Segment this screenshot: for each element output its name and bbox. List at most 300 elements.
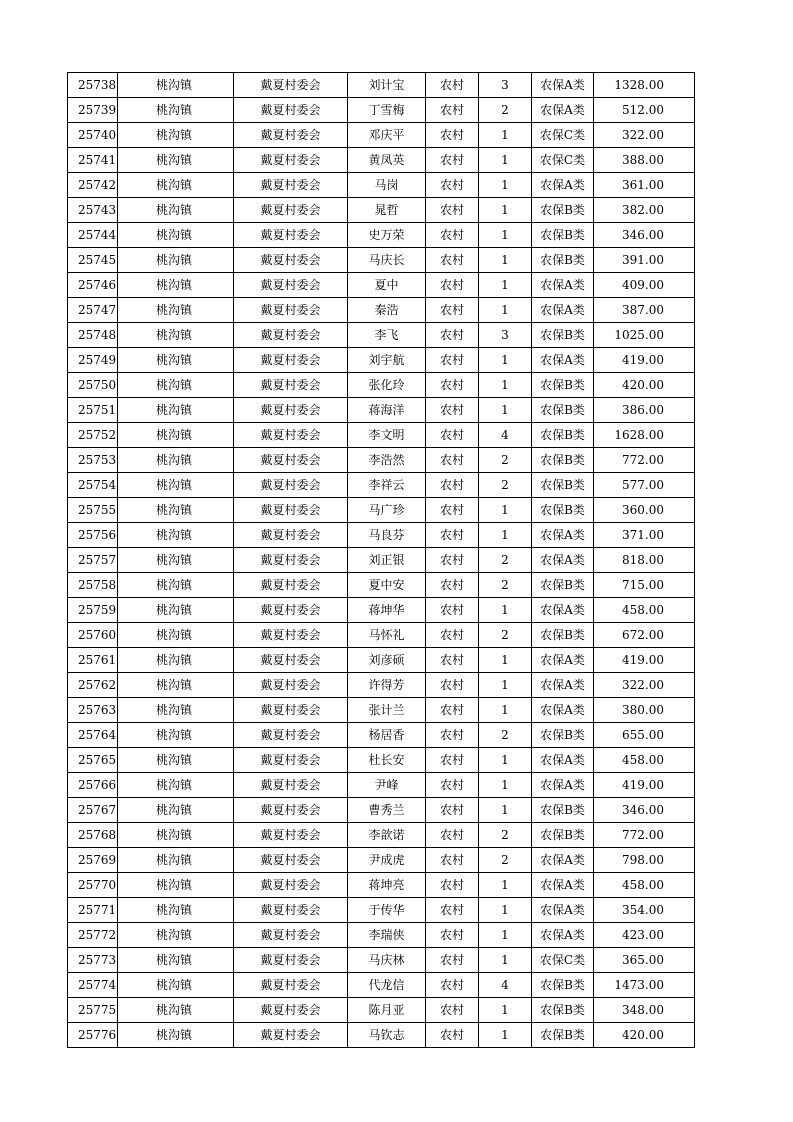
record-id-cell: 25762 <box>68 673 118 698</box>
township-cell: 桃沟镇 <box>118 273 234 298</box>
insurance-category-cell: 农保B类 <box>532 973 594 998</box>
township-cell: 桃沟镇 <box>118 523 234 548</box>
area-type-cell: 农村 <box>426 848 479 873</box>
insurance-category-cell: 农保B类 <box>532 423 594 448</box>
record-id-cell: 25750 <box>68 373 118 398</box>
insurance-category-cell: 农保A类 <box>532 673 594 698</box>
village-committee-cell: 戴夏村委会 <box>234 248 348 273</box>
area-type-cell: 农村 <box>426 123 479 148</box>
record-id-cell: 25741 <box>68 148 118 173</box>
name-cell: 李瑞侠 <box>348 923 426 948</box>
table-row <box>68 298 695 323</box>
village-committee-cell: 戴夏村委会 <box>234 948 348 973</box>
village-committee-cell: 戴夏村委会 <box>234 723 348 748</box>
amount-cell: 365.00 <box>594 948 695 973</box>
township-cell: 桃沟镇 <box>118 798 234 823</box>
roster-table <box>67 72 695 1048</box>
village-committee-cell: 戴夏村委会 <box>234 798 348 823</box>
township-cell: 桃沟镇 <box>118 823 234 848</box>
area-type-cell: 农村 <box>426 648 479 673</box>
insurance-category-cell: 农保B类 <box>532 398 594 423</box>
area-type-cell: 农村 <box>426 798 479 823</box>
name-cell: 蒋坤华 <box>348 598 426 623</box>
name-cell: 马庆长 <box>348 248 426 273</box>
township-cell: 桃沟镇 <box>118 948 234 973</box>
township-cell: 桃沟镇 <box>118 773 234 798</box>
village-committee-cell: 戴夏村委会 <box>234 998 348 1023</box>
table-row <box>68 73 695 98</box>
amount-cell: 419.00 <box>594 648 695 673</box>
name-cell: 夏中安 <box>348 573 426 598</box>
insurance-category-cell: 农保B类 <box>532 823 594 848</box>
household-count-cell: 1 <box>479 248 532 273</box>
household-count-cell: 1 <box>479 298 532 323</box>
insurance-category-cell: 农保B类 <box>532 498 594 523</box>
township-cell: 桃沟镇 <box>118 348 234 373</box>
village-committee-cell: 戴夏村委会 <box>234 773 348 798</box>
area-type-cell: 农村 <box>426 548 479 573</box>
amount-cell: 772.00 <box>594 823 695 848</box>
village-committee-cell: 戴夏村委会 <box>234 523 348 548</box>
village-committee-cell: 戴夏村委会 <box>234 298 348 323</box>
amount-cell: 655.00 <box>594 723 695 748</box>
area-type-cell: 农村 <box>426 523 479 548</box>
insurance-category-cell: 农保B类 <box>532 248 594 273</box>
table-row <box>68 273 695 298</box>
record-id-cell: 25749 <box>68 348 118 373</box>
household-count-cell: 1 <box>479 273 532 298</box>
table-row <box>68 698 695 723</box>
table-row <box>68 223 695 248</box>
amount-cell: 382.00 <box>594 198 695 223</box>
area-type-cell: 农村 <box>426 923 479 948</box>
table-row <box>68 473 695 498</box>
table-row <box>68 173 695 198</box>
record-id-cell: 25763 <box>68 698 118 723</box>
area-type-cell: 农村 <box>426 198 479 223</box>
name-cell: 蒋海洋 <box>348 398 426 423</box>
insurance-category-cell: 农保A类 <box>532 648 594 673</box>
insurance-category-cell: 农保A类 <box>532 748 594 773</box>
village-committee-cell: 戴夏村委会 <box>234 223 348 248</box>
record-id-cell: 25747 <box>68 298 118 323</box>
village-committee-cell: 戴夏村委会 <box>234 923 348 948</box>
village-committee-cell: 戴夏村委会 <box>234 598 348 623</box>
village-committee-cell: 戴夏村委会 <box>234 423 348 448</box>
amount-cell: 419.00 <box>594 773 695 798</box>
record-id-cell: 25770 <box>68 873 118 898</box>
table-row <box>68 923 695 948</box>
name-cell: 蒋坤亮 <box>348 873 426 898</box>
amount-cell: 423.00 <box>594 923 695 948</box>
insurance-category-cell: 农保C类 <box>532 148 594 173</box>
amount-cell: 354.00 <box>594 898 695 923</box>
record-id-cell: 25765 <box>68 748 118 773</box>
township-cell: 桃沟镇 <box>118 973 234 998</box>
township-cell: 桃沟镇 <box>118 548 234 573</box>
household-count-cell: 2 <box>479 473 532 498</box>
village-committee-cell: 戴夏村委会 <box>234 323 348 348</box>
area-type-cell: 农村 <box>426 823 479 848</box>
table-row <box>68 848 695 873</box>
table-row <box>68 198 695 223</box>
township-cell: 桃沟镇 <box>118 123 234 148</box>
household-count-cell: 1 <box>479 698 532 723</box>
township-cell: 桃沟镇 <box>118 73 234 98</box>
table-row <box>68 323 695 348</box>
amount-cell: 1628.00 <box>594 423 695 448</box>
insurance-category-cell: 农保A类 <box>532 873 594 898</box>
table-row <box>68 248 695 273</box>
household-count-cell: 1 <box>479 523 532 548</box>
table-row <box>68 798 695 823</box>
area-type-cell: 农村 <box>426 98 479 123</box>
township-cell: 桃沟镇 <box>118 1023 234 1048</box>
insurance-category-cell: 农保A类 <box>532 773 594 798</box>
name-cell: 史万荣 <box>348 223 426 248</box>
record-id-cell: 25758 <box>68 573 118 598</box>
name-cell: 马钦志 <box>348 1023 426 1048</box>
village-committee-cell: 戴夏村委会 <box>234 873 348 898</box>
township-cell: 桃沟镇 <box>118 448 234 473</box>
amount-cell: 458.00 <box>594 873 695 898</box>
household-count-cell: 1 <box>479 348 532 373</box>
area-type-cell: 农村 <box>426 1023 479 1048</box>
insurance-category-cell: 农保B类 <box>532 223 594 248</box>
record-id-cell: 25757 <box>68 548 118 573</box>
village-committee-cell: 戴夏村委会 <box>234 548 348 573</box>
name-cell: 尹成虎 <box>348 848 426 873</box>
village-committee-cell: 戴夏村委会 <box>234 148 348 173</box>
household-count-cell: 1 <box>479 173 532 198</box>
table-row <box>68 498 695 523</box>
village-committee-cell: 戴夏村委会 <box>234 123 348 148</box>
township-cell: 桃沟镇 <box>118 648 234 673</box>
insurance-category-cell: 农保A类 <box>532 898 594 923</box>
township-cell: 桃沟镇 <box>118 98 234 123</box>
record-id-cell: 25751 <box>68 398 118 423</box>
household-count-cell: 3 <box>479 323 532 348</box>
amount-cell: 388.00 <box>594 148 695 173</box>
name-cell: 黄凤英 <box>348 148 426 173</box>
area-type-cell: 农村 <box>426 673 479 698</box>
household-count-cell: 1 <box>479 373 532 398</box>
township-cell: 桃沟镇 <box>118 473 234 498</box>
insurance-category-cell: 农保B类 <box>532 198 594 223</box>
name-cell: 李祥云 <box>348 473 426 498</box>
amount-cell: 798.00 <box>594 848 695 873</box>
record-id-cell: 25769 <box>68 848 118 873</box>
name-cell: 张化玲 <box>348 373 426 398</box>
insurance-category-cell: 农保A类 <box>532 298 594 323</box>
record-id-cell: 25774 <box>68 973 118 998</box>
amount-cell: 420.00 <box>594 1023 695 1048</box>
household-count-cell: 4 <box>479 423 532 448</box>
township-cell: 桃沟镇 <box>118 423 234 448</box>
township-cell: 桃沟镇 <box>118 148 234 173</box>
area-type-cell: 农村 <box>426 323 479 348</box>
village-committee-cell: 戴夏村委会 <box>234 198 348 223</box>
record-id-cell: 25752 <box>68 423 118 448</box>
name-cell: 陈月亚 <box>348 998 426 1023</box>
area-type-cell: 农村 <box>426 398 479 423</box>
insurance-category-cell: 农保B类 <box>532 623 594 648</box>
amount-cell: 458.00 <box>594 598 695 623</box>
township-cell: 桃沟镇 <box>118 623 234 648</box>
household-count-cell: 2 <box>479 623 532 648</box>
household-count-cell: 1 <box>479 123 532 148</box>
village-committee-cell: 戴夏村委会 <box>234 73 348 98</box>
household-count-cell: 1 <box>479 748 532 773</box>
township-cell: 桃沟镇 <box>118 323 234 348</box>
area-type-cell: 农村 <box>426 748 479 773</box>
township-cell: 桃沟镇 <box>118 873 234 898</box>
table-row <box>68 148 695 173</box>
amount-cell: 458.00 <box>594 748 695 773</box>
village-committee-cell: 戴夏村委会 <box>234 823 348 848</box>
name-cell: 马怀礼 <box>348 623 426 648</box>
village-committee-cell: 戴夏村委会 <box>234 1023 348 1048</box>
village-committee-cell: 戴夏村委会 <box>234 348 348 373</box>
village-committee-cell: 戴夏村委会 <box>234 173 348 198</box>
village-committee-cell: 戴夏村委会 <box>234 898 348 923</box>
area-type-cell: 农村 <box>426 298 479 323</box>
township-cell: 桃沟镇 <box>118 673 234 698</box>
table-row <box>68 973 695 998</box>
name-cell: 许得芳 <box>348 673 426 698</box>
insurance-category-cell: 农保C类 <box>532 948 594 973</box>
township-cell: 桃沟镇 <box>118 598 234 623</box>
area-type-cell: 农村 <box>426 773 479 798</box>
name-cell: 李浩然 <box>348 448 426 473</box>
village-committee-cell: 戴夏村委会 <box>234 498 348 523</box>
household-count-cell: 2 <box>479 573 532 598</box>
insurance-category-cell: 农保A类 <box>532 98 594 123</box>
village-committee-cell: 戴夏村委会 <box>234 623 348 648</box>
insurance-category-cell: 农保A类 <box>532 173 594 198</box>
amount-cell: 386.00 <box>594 398 695 423</box>
name-cell: 马庆林 <box>348 948 426 973</box>
name-cell: 刘宇航 <box>348 348 426 373</box>
amount-cell: 772.00 <box>594 448 695 473</box>
area-type-cell: 农村 <box>426 498 479 523</box>
township-cell: 桃沟镇 <box>118 173 234 198</box>
amount-cell: 322.00 <box>594 123 695 148</box>
amount-cell: 348.00 <box>594 998 695 1023</box>
village-committee-cell: 戴夏村委会 <box>234 473 348 498</box>
amount-cell: 387.00 <box>594 298 695 323</box>
record-id-cell: 25771 <box>68 898 118 923</box>
township-cell: 桃沟镇 <box>118 298 234 323</box>
township-cell: 桃沟镇 <box>118 998 234 1023</box>
village-committee-cell: 戴夏村委会 <box>234 448 348 473</box>
record-id-cell: 25740 <box>68 123 118 148</box>
amount-cell: 512.00 <box>594 98 695 123</box>
village-committee-cell: 戴夏村委会 <box>234 573 348 598</box>
amount-cell: 346.00 <box>594 223 695 248</box>
amount-cell: 409.00 <box>594 273 695 298</box>
area-type-cell: 农村 <box>426 573 479 598</box>
amount-cell: 361.00 <box>594 173 695 198</box>
table-row <box>68 123 695 148</box>
amount-cell: 346.00 <box>594 798 695 823</box>
household-count-cell: 1 <box>479 798 532 823</box>
insurance-category-cell: 农保B类 <box>532 998 594 1023</box>
name-cell: 晁哲 <box>348 198 426 223</box>
area-type-cell: 农村 <box>426 448 479 473</box>
township-cell: 桃沟镇 <box>118 373 234 398</box>
name-cell: 尹峰 <box>348 773 426 798</box>
table-row <box>68 523 695 548</box>
amount-cell: 380.00 <box>594 698 695 723</box>
village-committee-cell: 戴夏村委会 <box>234 748 348 773</box>
area-type-cell: 农村 <box>426 348 479 373</box>
household-count-cell: 1 <box>479 598 532 623</box>
amount-cell: 371.00 <box>594 523 695 548</box>
insurance-category-cell: 农保A类 <box>532 923 594 948</box>
table-row <box>68 723 695 748</box>
township-cell: 桃沟镇 <box>118 698 234 723</box>
record-id-cell: 25761 <box>68 648 118 673</box>
insurance-category-cell: 农保B类 <box>532 323 594 348</box>
name-cell: 马岗 <box>348 173 426 198</box>
insurance-category-cell: 农保B类 <box>532 448 594 473</box>
area-type-cell: 农村 <box>426 423 479 448</box>
area-type-cell: 农村 <box>426 598 479 623</box>
table-row <box>68 573 695 598</box>
record-id-cell: 25764 <box>68 723 118 748</box>
name-cell: 马良芬 <box>348 523 426 548</box>
insurance-category-cell: 农保B类 <box>532 798 594 823</box>
name-cell: 丁雪梅 <box>348 98 426 123</box>
household-count-cell: 1 <box>479 923 532 948</box>
record-id-cell: 25756 <box>68 523 118 548</box>
table-row <box>68 373 695 398</box>
insurance-category-cell: 农保C类 <box>532 123 594 148</box>
area-type-cell: 农村 <box>426 273 479 298</box>
village-committee-cell: 戴夏村委会 <box>234 698 348 723</box>
name-cell: 于传华 <box>348 898 426 923</box>
township-cell: 桃沟镇 <box>118 223 234 248</box>
record-id-cell: 25745 <box>68 248 118 273</box>
area-type-cell: 农村 <box>426 948 479 973</box>
area-type-cell: 农村 <box>426 223 479 248</box>
household-count-cell: 1 <box>479 1023 532 1048</box>
table-row <box>68 348 695 373</box>
area-type-cell: 农村 <box>426 73 479 98</box>
table-row <box>68 773 695 798</box>
village-committee-cell: 戴夏村委会 <box>234 973 348 998</box>
area-type-cell: 农村 <box>426 473 479 498</box>
table-row <box>68 98 695 123</box>
amount-cell: 419.00 <box>594 348 695 373</box>
village-committee-cell: 戴夏村委会 <box>234 648 348 673</box>
table-row <box>68 598 695 623</box>
amount-cell: 1328.00 <box>594 73 695 98</box>
household-count-cell: 1 <box>479 948 532 973</box>
household-count-cell: 1 <box>479 773 532 798</box>
township-cell: 桃沟镇 <box>118 398 234 423</box>
household-count-cell: 1 <box>479 398 532 423</box>
insurance-category-cell: 农保B类 <box>532 473 594 498</box>
record-id-cell: 25755 <box>68 498 118 523</box>
name-cell: 杨居香 <box>348 723 426 748</box>
record-id-cell: 25754 <box>68 473 118 498</box>
record-id-cell: 25738 <box>68 73 118 98</box>
name-cell: 代龙信 <box>348 973 426 998</box>
household-count-cell: 1 <box>479 898 532 923</box>
amount-cell: 1473.00 <box>594 973 695 998</box>
amount-cell: 322.00 <box>594 673 695 698</box>
area-type-cell: 农村 <box>426 973 479 998</box>
village-committee-cell: 戴夏村委会 <box>234 673 348 698</box>
name-cell: 李飞 <box>348 323 426 348</box>
name-cell: 秦浩 <box>348 298 426 323</box>
township-cell: 桃沟镇 <box>118 848 234 873</box>
household-count-cell: 3 <box>479 73 532 98</box>
township-cell: 桃沟镇 <box>118 198 234 223</box>
amount-cell: 715.00 <box>594 573 695 598</box>
household-count-cell: 4 <box>479 973 532 998</box>
table-row <box>68 1023 695 1048</box>
amount-cell: 391.00 <box>594 248 695 273</box>
table-row <box>68 548 695 573</box>
record-id-cell: 25746 <box>68 273 118 298</box>
household-count-cell: 2 <box>479 448 532 473</box>
village-committee-cell: 戴夏村委会 <box>234 373 348 398</box>
household-count-cell: 2 <box>479 823 532 848</box>
record-id-cell: 25775 <box>68 998 118 1023</box>
household-count-cell: 1 <box>479 198 532 223</box>
insurance-category-cell: 农保B类 <box>532 573 594 598</box>
amount-cell: 1025.00 <box>594 323 695 348</box>
name-cell: 李歆诺 <box>348 823 426 848</box>
insurance-category-cell: 农保B类 <box>532 373 594 398</box>
household-count-cell: 1 <box>479 498 532 523</box>
amount-cell: 577.00 <box>594 473 695 498</box>
household-count-cell: 2 <box>479 98 532 123</box>
table-row <box>68 398 695 423</box>
insurance-category-cell: 农保B类 <box>532 723 594 748</box>
area-type-cell: 农村 <box>426 248 479 273</box>
insurance-category-cell: 农保A类 <box>532 598 594 623</box>
table-row <box>68 648 695 673</box>
name-cell: 曹秀兰 <box>348 798 426 823</box>
township-cell: 桃沟镇 <box>118 573 234 598</box>
table-row <box>68 998 695 1023</box>
name-cell: 邓庆平 <box>348 123 426 148</box>
table-row <box>68 748 695 773</box>
household-count-cell: 1 <box>479 223 532 248</box>
insurance-category-cell: 农保B类 <box>532 1023 594 1048</box>
township-cell: 桃沟镇 <box>118 923 234 948</box>
table-row <box>68 673 695 698</box>
name-cell: 夏中 <box>348 273 426 298</box>
amount-cell: 672.00 <box>594 623 695 648</box>
name-cell: 杜长安 <box>348 748 426 773</box>
insurance-category-cell: 农保A类 <box>532 348 594 373</box>
household-count-cell: 1 <box>479 998 532 1023</box>
township-cell: 桃沟镇 <box>118 248 234 273</box>
record-id-cell: 25742 <box>68 173 118 198</box>
record-id-cell: 25744 <box>68 223 118 248</box>
insurance-category-cell: 农保A类 <box>532 523 594 548</box>
record-id-cell: 25768 <box>68 823 118 848</box>
village-committee-cell: 戴夏村委会 <box>234 273 348 298</box>
area-type-cell: 农村 <box>426 373 479 398</box>
household-count-cell: 1 <box>479 148 532 173</box>
record-id-cell: 25767 <box>68 798 118 823</box>
